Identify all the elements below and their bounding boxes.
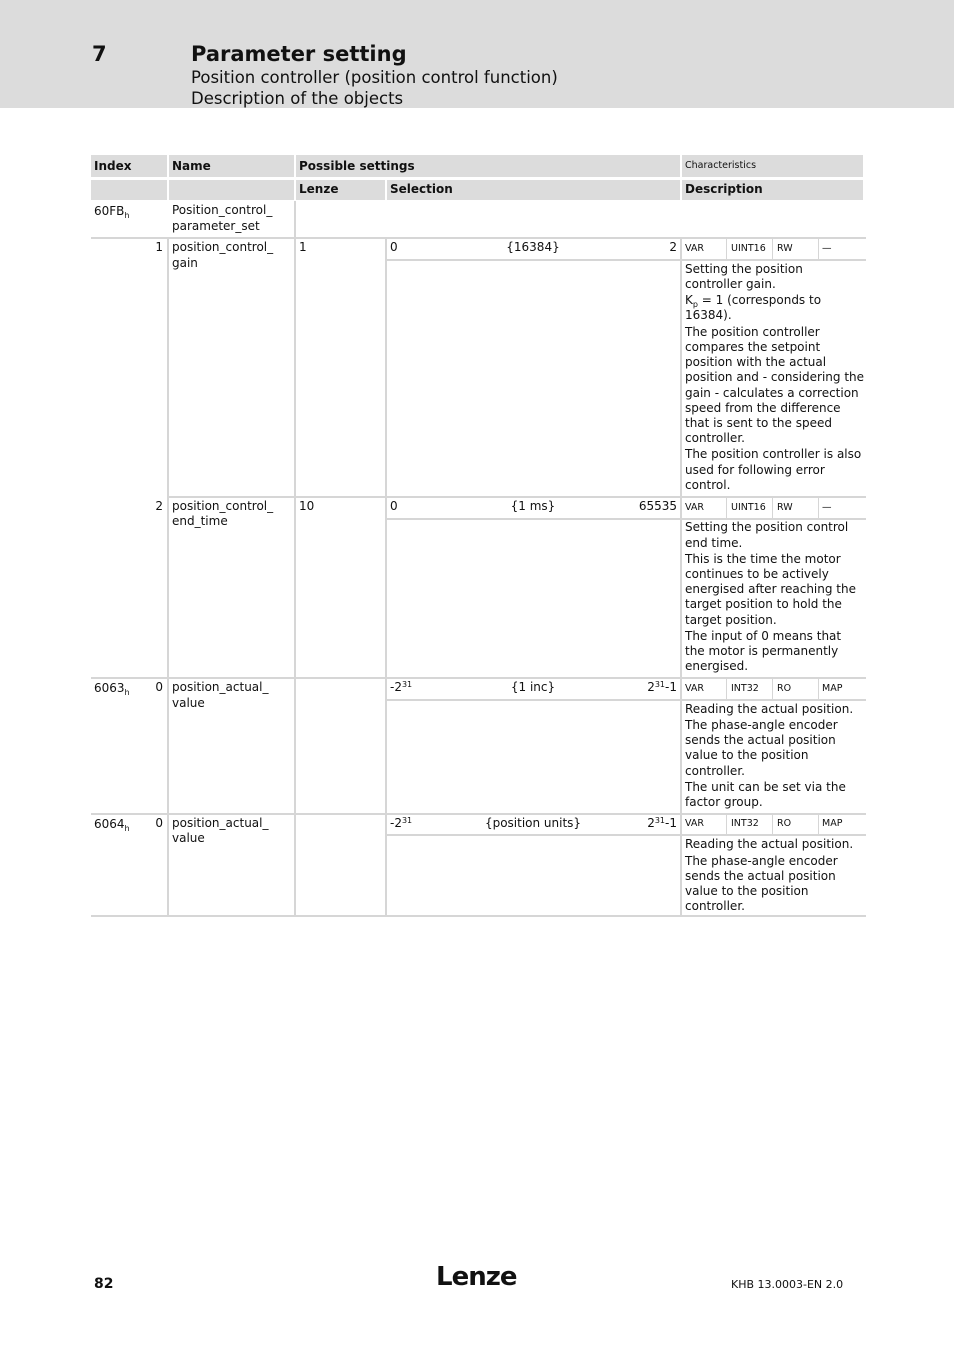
grid-line: [772, 679, 773, 699]
grid-line: [818, 498, 819, 518]
desc-sub2-l8: The input of 0 means that: [685, 629, 842, 643]
index-60fb: $60FB_h$: [94, 204, 130, 220]
desc-sub1-l12: controller.: [685, 431, 745, 445]
desc-sub2-l7: target position.: [685, 613, 777, 627]
desc-sub2-l6: target position to hold the: [685, 597, 842, 611]
page-header: [0, 0, 954, 108]
sel-max-6063: $2^{31}-1$: [647, 680, 677, 694]
desc-sub2-l5: energised after reaching the: [685, 582, 856, 596]
subindex-6063: 0: [155, 680, 163, 694]
char-map-sub2: —: [822, 502, 832, 513]
char-type-6063: VAR: [685, 683, 704, 694]
desc-sub2-l2: end time.: [685, 536, 743, 550]
name-sub1-line2: gain: [172, 256, 198, 270]
name-60fb-line2: parameter_set: [172, 219, 260, 233]
desc-sub2-l10: energised.: [685, 659, 749, 673]
desc-6064-l1: Reading the actual position.: [685, 837, 854, 851]
chapter-title: Parameter setting: [191, 42, 407, 66]
grid-line: [387, 834, 866, 836]
char-datatype-sub1: UINT16: [731, 243, 766, 254]
desc-sub2-l4: continues to be actively: [685, 567, 829, 581]
desc-sub1-l2: controller gain.: [685, 277, 776, 291]
lenze-sub2: 10: [299, 499, 315, 513]
desc-sub1-l15: control.: [685, 478, 731, 492]
desc-6063-l1: Reading the actual position.: [685, 702, 854, 716]
grid-line: [818, 239, 819, 259]
chapter-number: 7: [92, 42, 107, 66]
header-index: Index: [94, 159, 132, 173]
name-6064-line2: value: [172, 831, 205, 845]
index-6064: $6064_h$: [94, 817, 130, 833]
grid-line: [726, 239, 727, 259]
char-datatype-6063: INT32: [731, 683, 759, 694]
char-access-sub2: RW: [777, 502, 793, 513]
char-datatype-sub2: UINT16: [731, 502, 766, 513]
desc-6063-l6: The unit can be set via the: [685, 780, 846, 794]
header-name: Name: [172, 159, 211, 173]
char-type-sub1: VAR: [685, 243, 704, 254]
header-description: Description: [685, 182, 763, 196]
desc-6063-l3: sends the actual position: [685, 733, 836, 747]
section-subtitle-2: Description of the objects: [191, 89, 404, 108]
grid-line: [818, 679, 819, 699]
desc-sub1-l7: position with the actual: [685, 355, 827, 369]
char-type-6064: VAR: [685, 818, 704, 829]
sel-unit-6064: {position units}: [484, 816, 582, 830]
desc-sub1-l3: $K_p = 1$ (corresponds to: [685, 293, 822, 309]
grid-line: [726, 815, 727, 834]
grid-line: [726, 679, 727, 699]
lenze-logo: Lenze: [436, 1262, 517, 1292]
name-6064-line1: position_actual_: [172, 816, 269, 830]
header-lenze: Lenze: [299, 182, 339, 196]
grid-line: [91, 677, 866, 679]
grid-line: [772, 239, 773, 259]
grid-line: [91, 813, 866, 815]
desc-sub2-l3: This is the time the motor: [685, 552, 841, 566]
char-map-sub1: —: [822, 243, 832, 254]
desc-sub1-l11: that is sent to the speed: [685, 416, 832, 430]
sel-min-sub2: 0: [390, 499, 398, 513]
desc-6063-l5: controller.: [685, 764, 745, 778]
desc-6064-l5: controller.: [685, 899, 745, 913]
header-cell-blank-2: [169, 180, 294, 200]
header-cell-blank-1: [91, 180, 167, 200]
char-datatype-6064: INT32: [731, 818, 759, 829]
name-6063-line2: value: [172, 696, 205, 710]
char-access-6063: RO: [777, 683, 792, 694]
desc-6064-l3: sends the actual position: [685, 869, 836, 883]
sel-min-6064: $-2^{31}$: [390, 816, 413, 830]
name-60fb-line1: Position_control_: [172, 203, 273, 217]
lenze-sub1: 1: [299, 240, 307, 254]
name-sub2-line1: position_control_: [172, 499, 274, 513]
desc-6063-l4: value to the position: [685, 748, 809, 762]
subindex-1: 1: [155, 240, 163, 254]
desc-sub1-l10: speed from the difference: [685, 401, 841, 415]
char-access-6064: RO: [777, 818, 792, 829]
desc-6063-l7: factor group.: [685, 795, 763, 809]
sel-unit-sub2: {1 ms}: [510, 499, 556, 513]
section-subtitle: Position controller (position control function): [191, 68, 558, 87]
desc-sub1-l14: used for following error: [685, 463, 825, 477]
subindex-6064: 0: [155, 816, 163, 830]
grid-line: [387, 259, 866, 261]
char-map-6064: MAP: [822, 818, 843, 829]
index-6063: $6063_h$: [94, 681, 130, 697]
desc-sub1-l9: gain - calculates a correction: [685, 386, 859, 400]
desc-6064-l2: The phase-angle encoder: [685, 854, 838, 868]
grid-line: [169, 496, 866, 498]
desc-6064-l4: value to the position: [685, 884, 809, 898]
grid-line: [772, 498, 773, 518]
subindex-2: 2: [155, 499, 163, 513]
desc-sub1-l5: The position controller: [685, 325, 820, 339]
grid-line: [294, 201, 296, 916]
header-selection: Selection: [390, 182, 453, 196]
desc-sub1-l4: 16384).: [685, 308, 732, 322]
sel-unit-6063: {1 inc}: [510, 680, 556, 694]
char-map-6063: MAP: [822, 683, 843, 694]
sel-max-6064: $2^{31}-1$: [647, 816, 677, 830]
sel-unit-sub1: {16384}: [506, 240, 560, 254]
grid-line: [91, 915, 866, 917]
header-possible-settings: Possible settings: [299, 159, 415, 173]
document-id: KHB 13.0003-EN 2.0: [731, 1278, 844, 1291]
grid-line: [772, 815, 773, 834]
header-characteristics: Characteristics: [685, 160, 757, 171]
sel-max-sub2: 65535: [638, 499, 677, 513]
char-type-sub2: VAR: [685, 502, 704, 513]
sel-max-sub1: 2: [669, 240, 677, 254]
desc-6063-l2: The phase-angle encoder: [685, 718, 838, 732]
desc-sub2-l1: Setting the position control: [685, 520, 849, 534]
grid-line: [726, 498, 727, 518]
name-6063-line1: position_actual_: [172, 680, 269, 694]
grid-line: [818, 815, 819, 834]
name-sub2-line2: end_time: [172, 514, 228, 528]
desc-sub1-l1: Setting the position: [685, 262, 803, 276]
desc-sub1-l8: position and - considering the: [685, 370, 865, 384]
grid-line: [387, 699, 866, 701]
sel-min-6063: $-2^{31}$: [390, 680, 413, 694]
desc-sub2-l9: the motor is permanently: [685, 644, 839, 658]
char-access-sub1: RW: [777, 243, 793, 254]
sel-min-sub1: 0: [390, 240, 398, 254]
desc-sub1-l13: The position controller is also: [685, 447, 862, 461]
name-sub1-line1: position_control_: [172, 240, 274, 254]
desc-sub1-l6: compares the setpoint: [685, 340, 821, 354]
page-number: 82: [94, 1276, 114, 1292]
grid-line: [91, 237, 866, 239]
